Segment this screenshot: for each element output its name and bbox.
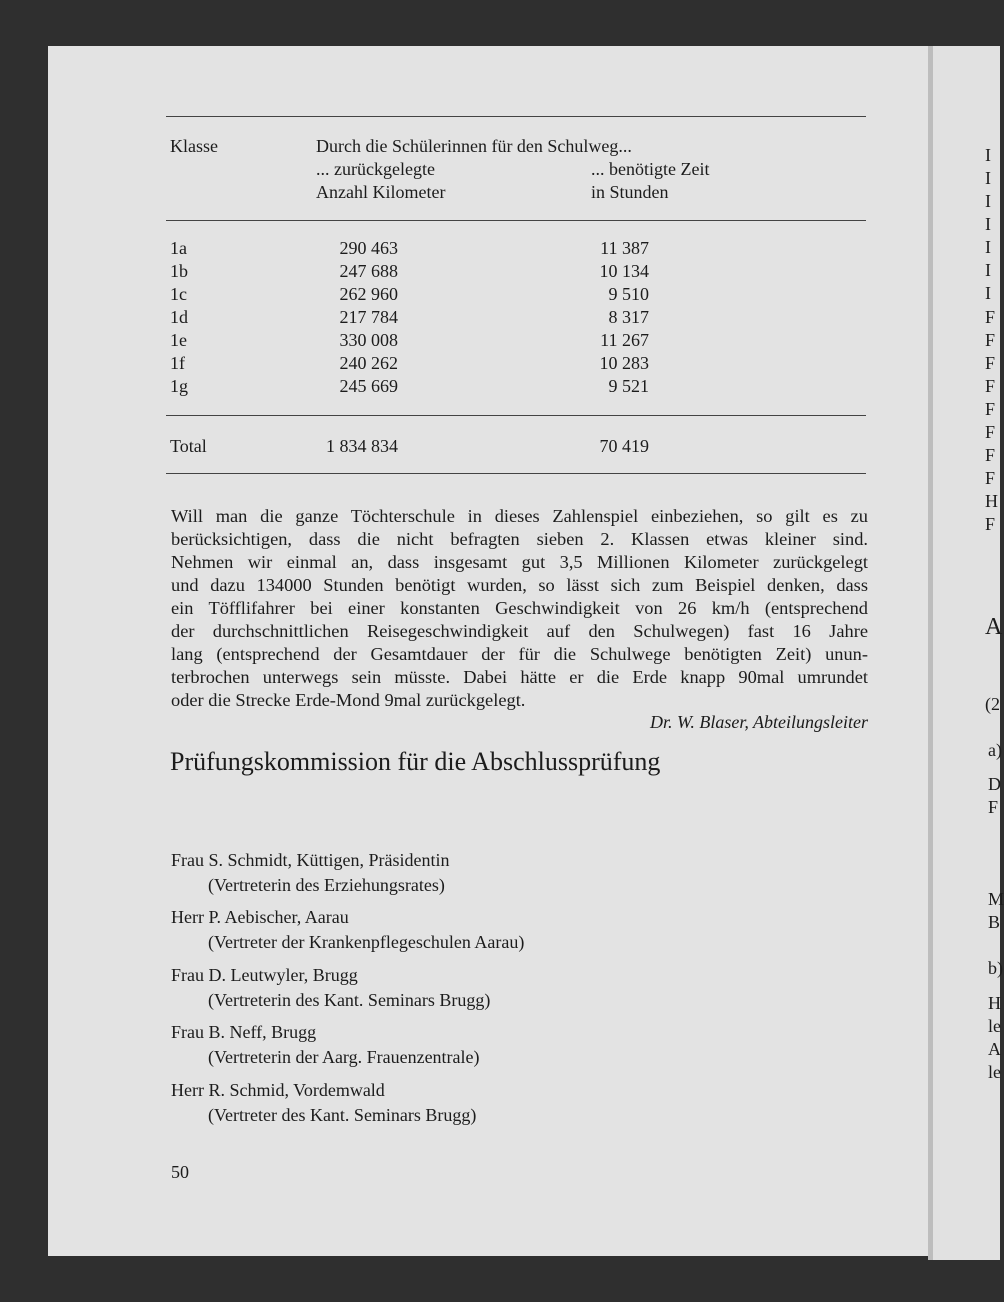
commission-member [171, 1020, 480, 1070]
next-page-fragment: F [985, 330, 996, 350]
header-km-line1: ... zurückgelegte [316, 159, 435, 179]
next-page-fragment: F [988, 797, 999, 817]
next-page-fragment: F [985, 445, 996, 465]
header-group: Durch die Schülerinnen für den Schulweg... [316, 136, 632, 156]
next-page-edge [933, 46, 1004, 1260]
cell-klasse: 1b [170, 261, 188, 281]
paragraph-line: ein Töfflifahrer bei einer konstanten Geschwindigkeit von 26 km/h (entsprechend [171, 598, 868, 618]
next-page-fragment: I [985, 260, 991, 280]
cell-km: 245 669 [339, 376, 398, 396]
signature: Dr. W. Blaser, Abteilungsleiter [649, 712, 868, 732]
next-page-fragment: A [988, 1039, 1001, 1059]
cell-km: 330 008 [339, 330, 398, 350]
paragraph-line: der durchschnittlichen Reisegeschwindigkeit auf den Schulwegen) fast 16 Jahre [171, 621, 868, 641]
next-page-fragment: I [985, 145, 991, 165]
page-number: 50 [171, 1162, 189, 1182]
cell-stunden: 9 510 [608, 284, 649, 304]
member-role: (Vertreterin des Kant. Seminars Brugg) [208, 990, 491, 1010]
cell-stunden: 9 521 [608, 376, 649, 396]
header-klasse: Klasse [170, 136, 218, 156]
header-km-line2: Anzahl Kilometer [316, 182, 446, 202]
next-page-fragment: H [985, 491, 998, 511]
next-page-fragment: (2 [985, 694, 1000, 714]
cell-km: 217 784 [339, 307, 398, 327]
next-page-fragment: F [985, 422, 996, 442]
header-time-line2: in Stunden [591, 182, 669, 202]
cell-klasse: 1a [170, 238, 187, 258]
total-km: 1 834 834 [326, 436, 398, 456]
next-page-fragment: B [988, 912, 1001, 932]
member-name: Frau D. Leutwyler, Brugg [171, 965, 358, 985]
next-page-fragment: A [985, 614, 1003, 640]
next-page-fragment: I [985, 237, 991, 257]
cell-klasse: 1g [170, 376, 188, 396]
member-role: (Vertreterin des Erziehungsrates) [208, 875, 445, 895]
cell-stunden: 10 283 [599, 353, 649, 373]
next-page-fragment: I [985, 191, 991, 211]
table-top-rule [166, 116, 866, 117]
cell-stunden: 11 387 [600, 238, 649, 258]
next-page-fragment: D [988, 774, 1001, 794]
cell-klasse: 1d [170, 307, 188, 327]
commission-member [171, 905, 524, 955]
next-page-fragment: F [985, 399, 996, 419]
total-stunden: 70 419 [599, 436, 649, 456]
member-name: Frau S. Schmidt, Küttigen, Präsidentin [171, 850, 450, 870]
next-page-fragment: H [988, 993, 1001, 1013]
cell-km: 290 463 [339, 238, 398, 258]
next-page-fragment: le [988, 1016, 1001, 1036]
table-header-rule [166, 220, 866, 221]
next-page-fragment: F [985, 353, 996, 373]
next-page-fragment: b) [988, 958, 1003, 978]
cell-km: 262 960 [339, 284, 398, 304]
member-role: (Vertreter der Krankenpflegeschulen Aarau) [208, 932, 525, 952]
member-name: Herr P. Aebischer, Aarau [171, 907, 349, 927]
next-page-fragment: a) [988, 740, 1002, 760]
member-role: (Vertreter des Kant. Seminars Brugg) [208, 1105, 477, 1125]
cell-stunden: 10 134 [599, 261, 649, 281]
commission-member [171, 963, 490, 1013]
cell-stunden: 8 317 [608, 307, 649, 327]
next-page-fragment: I [985, 283, 991, 303]
commission-member [171, 848, 450, 898]
member-name: Herr R. Schmid, Vordemwald [171, 1080, 385, 1100]
cell-klasse: 1c [170, 284, 187, 304]
member-role: (Vertreterin der Aarg. Frauenzentrale) [208, 1047, 480, 1067]
paragraph-line: terbrochen unterwegs sein müsste. Dabei hätte er die Erde knapp 90mal umrundet [171, 667, 868, 687]
next-page-fragment: I [985, 168, 991, 188]
paragraph-line: oder die Strecke Erde-Mond 9mal zurückgelegt. [171, 690, 526, 710]
paragraph-line: lang (entsprechend der Gesamtdauer der für die Schulwege benötigten Zeit) unun- [171, 644, 868, 664]
commission-member [171, 1078, 476, 1128]
next-page-fragment: le [988, 1062, 1001, 1082]
table-bottom-rule [166, 473, 866, 474]
paragraph-line: berücksichtigen, dass die nicht befragten sieben 2. Klassen etwas kleiner sind. [171, 529, 868, 549]
table-total-rule [166, 415, 866, 416]
section-heading: Prüfungskommission für die Abschlussprüfung [170, 747, 661, 776]
paragraph-line: Will man die ganze Töchterschule in dieses Zahlenspiel einbeziehen, so gilt es zu [171, 506, 868, 526]
cell-klasse: 1e [170, 330, 187, 350]
next-page-fragment: M [988, 889, 1004, 909]
header-time-line1: ... benötigte Zeit [591, 159, 710, 179]
next-page-fragment: I [985, 214, 991, 234]
next-page-fragment: F [985, 514, 996, 534]
next-page-fragment: F [985, 307, 996, 327]
cell-klasse: 1f [170, 353, 185, 373]
member-name: Frau B. Neff, Brugg [171, 1022, 317, 1042]
cell-stunden: 11 267 [600, 330, 649, 350]
cell-km: 240 262 [339, 353, 398, 373]
paragraph-line: und dazu 134000 Stunden benötigt wurden, so lässt sich zum Beispiel denken, dass [171, 575, 868, 595]
paragraph-line: Nehmen wir einmal an, dass insgesamt gut 3,5 Millionen Kilometer zurückgelegt [171, 552, 868, 572]
next-page-fragment: F [985, 468, 996, 488]
next-page-fragment: F [985, 376, 996, 396]
body-paragraph [171, 505, 868, 712]
total-label: Total [170, 436, 207, 456]
cell-km: 247 688 [339, 261, 398, 281]
